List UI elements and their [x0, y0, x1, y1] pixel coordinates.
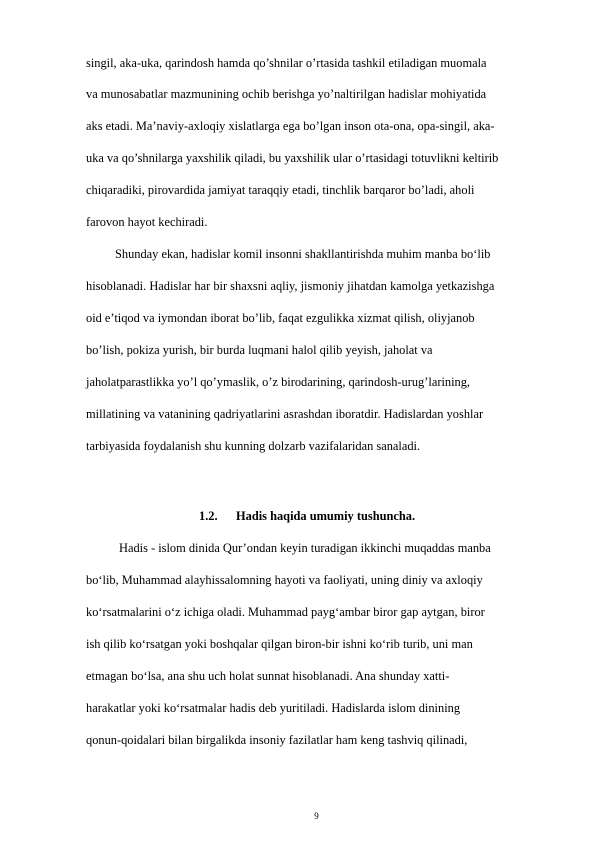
text-line: harakatlar yoki ko‘rsatmalar hadis deb yuritiladi. Hadislarda islom dinining [86, 701, 461, 715]
text-line: Hadis - islom dinida Qur’ondan keyin turadigan ikkinchi muqaddas manba [119, 541, 491, 555]
text-line: ish qilib ko‘rsatgan yoki boshqalar qilgan biron-bir ishni ko‘rib turib, uni man [86, 637, 473, 651]
text-line: jaholatparastlikka yo’l qo’ymaslik, o’z birodarining, qarindosh-urug’larining, [86, 375, 471, 389]
text-line: chiqaradiki, pirovardida jamiyat taraqqiy etadi, tinchlik barqaror bo’ladi, aholi [86, 183, 475, 197]
text-line: oid e’tiqod va iymondan iborat bo’lib, faqat ezgulikka xizmat qilish, oliyjanob [86, 311, 475, 325]
text-line: etmagan bo‘lsa, ana shu uch holat sunnat hisoblanadi. Ana shunday xatti- [86, 669, 450, 683]
text-line: ko‘rsatmalarini o‘z ichiga oladi. Muhammad payg‘ambar biror gap aytgan, biror [86, 605, 485, 619]
text-line: hisoblanadi. Hadislar har bir shaxsni aqliy, jismoniy jihatdan kamolga yetkazishga [86, 279, 495, 293]
text-line: tarbiyasida foydalanish shu kunning dolzarb vazifalaridan sanaladi. [86, 439, 421, 453]
text-line: va munosabatlar mazmunining ochib berishga yo’naltirilgan hadislar mohiyatida [86, 87, 487, 101]
text-line: uka va qo’shnilarga yaxshilik qiladi, bu yaxshilik ular o’rtasidagi totuvlikni keltirib [86, 151, 499, 165]
text-line: bo‘lib, Muhammad alayhissalomning hayoti va faoliyati, uning diniy va axloqiy [86, 573, 483, 587]
text-line: Shunday ekan, hadislar komil insonni shakllantirishda muhim manba bo‘lib [115, 247, 491, 261]
section-number: 1.2. [199, 509, 218, 523]
text-line: qonun-qoidalari bilan birgalikda insoniy fazilatlar ham keng tashviq qilinadi, [86, 733, 468, 747]
text-line: aks etadi. Ma’naviy-axloqiy xislatlarga ega bo’lgan inson ota-ona, opa-singil, aka- [86, 119, 495, 133]
section-title: Hadis haqida umumiy tushuncha. [236, 509, 416, 523]
text-line: bo’lish, pokiza yurish, bir burda luqmani halol qilib yeyish, jaholat va [86, 343, 433, 357]
page-number: 9 [314, 811, 319, 821]
text-line: singil, aka-uka, qarindosh hamda qo’shnilar o’rtasida tashkil etiladigan muomala [86, 56, 487, 70]
text-line: millatining va vatanining qadriyatlarini asrashdan iboratdir. Hadislardan yoshlar [86, 407, 484, 421]
text-line: farovon hayot kechiradi. [86, 215, 208, 229]
